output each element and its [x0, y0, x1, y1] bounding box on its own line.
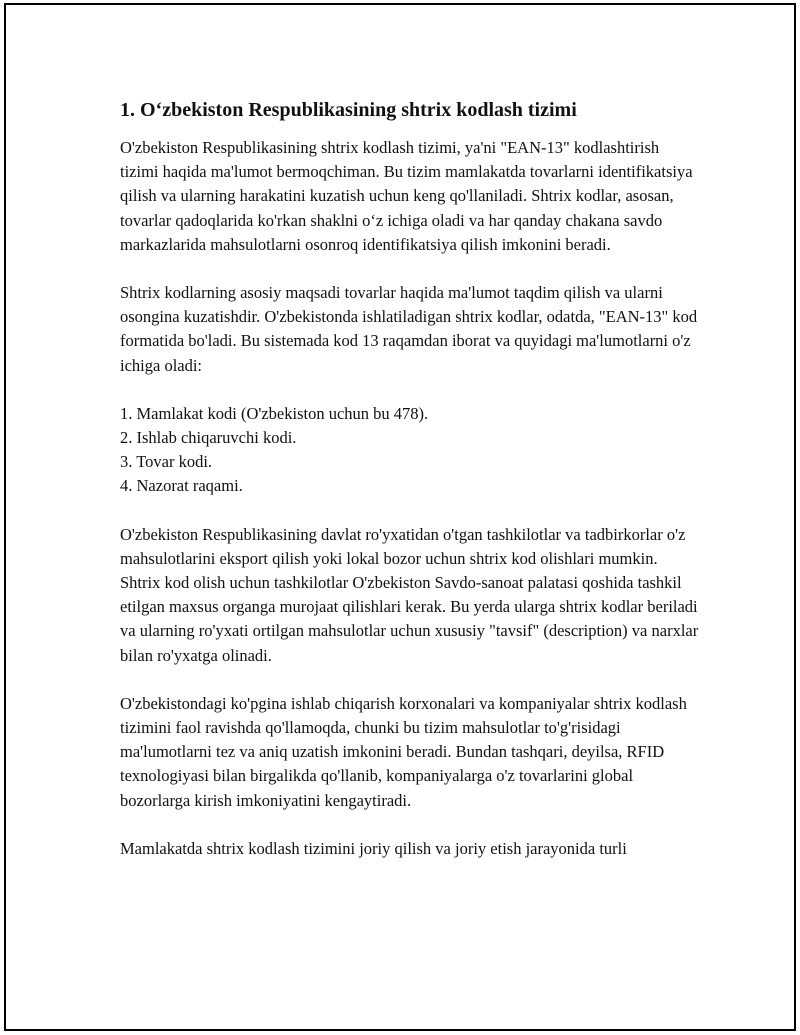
paragraph-intro: O'zbekiston Respublikasining shtrix kodlash tizimi, ya'ni "EAN-13" kodlashtirish tizimi haqida ma'lumot bermoqchiman. Bu tizim mamlakatda tovarlarni identifikatsiya qilish va ularning harakatini kuzatish uchun keng qo'llaniladi. Shtrix kodlar, asosan, tovarlar qadoqlarida ko'rkan shaklni o‘z ichiga oladi va har qanday chakana savdo markazlarida mahsulotlarni osonroq identifikatsiya qilish imkonini beradi. — [120, 138, 693, 254]
paragraph-registration: O'zbekiston Respublikasining davlat ro'yxatidan o'tgan tashkilotlar va tadbirkorlar o'z mahsulotlarini eksport qilish yoki lokal bozor uchun shtrix kod olishlari mumkin. Shtrix kod olish uchun tashkilotlar O'zbekiston Savdo-sanoat palatasi qoshida tashkil etilgan maxsus organga murojaat qilishlari kerak. Bu yerda ularga shtrix kodlar beriladi va ularning ro'yxati ortilgan mahsulotlar uchun xususiy "tavsif" (description) va narxlar bilan ro'yxatga olinadi. — [120, 524, 699, 665]
paragraph-adoption: O'zbekistondagi ko'pgina ishlab chiqarish korxonalari va kompaniyalar shtrix kodlash tizimini faol ravishda qo'llamoqda, chunki bu tizim mahsulotlar to'g'risidagi ma'lumotlarni tez va aniq uzatish imkonini beradi. Bundan tashqari, deyilsa, RFID texnologiyasi bilan birgalikda qo'llanib, kompaniyalarga o'z tovarlarini global bozorlarga kirish imkoniyatini kengaytiradi. — [120, 693, 687, 810]
document-body — [120, 97, 700, 885]
list-item: 1. Mamlakat kodi (O'zbekiston uchun bu 478). — [120, 403, 429, 423]
paragraph-continuation: Mamlakatda shtrix kodlash tizimini joriy qilish va joriy etish jarayonida turli — [120, 838, 627, 858]
list-item: 4. Nazorat raqami. — [120, 476, 243, 496]
paragraph-purpose: Shtrix kodlarning asosiy maqsadi tovarlar haqida ma'lumot taqdim qilish va ularni osongina kuzatishdir. O'zbekistonda ishlatiladigan shtrix kodlar, odatda, "EAN-13" kod formatida bo'ladi. Bu sistemada kod 13 raqamdan iborat va quyidagi ma'lumotlarni o'z ichiga oladi: — [120, 283, 698, 375]
document-title: 1. O‘zbekiston Respublikasining shtrix kodlash tizimi — [120, 99, 577, 121]
code-structure-list — [120, 402, 700, 499]
list-item: 2. Ishlab chiqaruvchi kodi. — [120, 428, 297, 448]
page-frame — [4, 3, 796, 1031]
list-item: 3. Tovar kodi. — [120, 452, 213, 472]
